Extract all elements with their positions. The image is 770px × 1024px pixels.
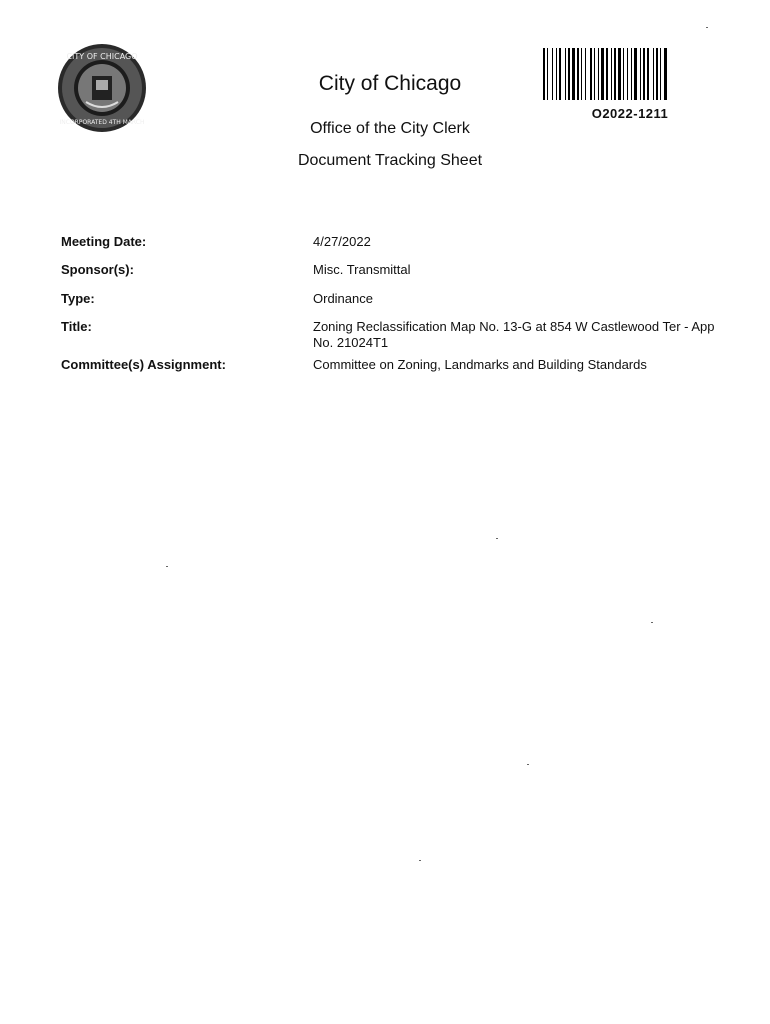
sheet-title: Document Tracking Sheet [297, 152, 483, 169]
field-value: Zoning Reclassification Map No. 13-G at 854 W Castlewood Ter - App No. 21024T1 [313, 319, 715, 350]
svg-text:INCORPORATED 4TH MARCH: INCORPORATED 4TH MARCH [59, 119, 145, 126]
field-label: Sponsor(s): [61, 262, 134, 277]
field-label: Type: [61, 291, 95, 306]
field-value: Committee on Zoning, Landmarks and Building Standards [313, 357, 647, 372]
scan-speck [651, 622, 653, 623]
scan-speck [706, 27, 708, 28]
city-title: City of Chicago [318, 72, 462, 95]
scan-speck [527, 764, 529, 765]
document-number: O2022-1211 [591, 106, 669, 121]
field-value: Misc. Transmittal [313, 262, 411, 277]
barcode-icon [543, 48, 720, 100]
field-value: 4/27/2022 [313, 234, 371, 249]
scan-speck [496, 538, 498, 539]
document-header [250, 70, 530, 170]
field-label: Committee(s) Assignment: [61, 357, 226, 372]
field-label: Meeting Date: [61, 234, 147, 249]
office-name: Office of the City Clerk [310, 120, 470, 137]
city-seal-icon [56, 42, 148, 134]
svg-text:CITY OF CHICAGO: CITY OF CHICAGO [66, 52, 138, 61]
field-label: Title: [61, 319, 92, 334]
scan-speck [166, 566, 168, 567]
field-value: Ordinance [313, 291, 373, 306]
scan-speck [419, 860, 421, 861]
